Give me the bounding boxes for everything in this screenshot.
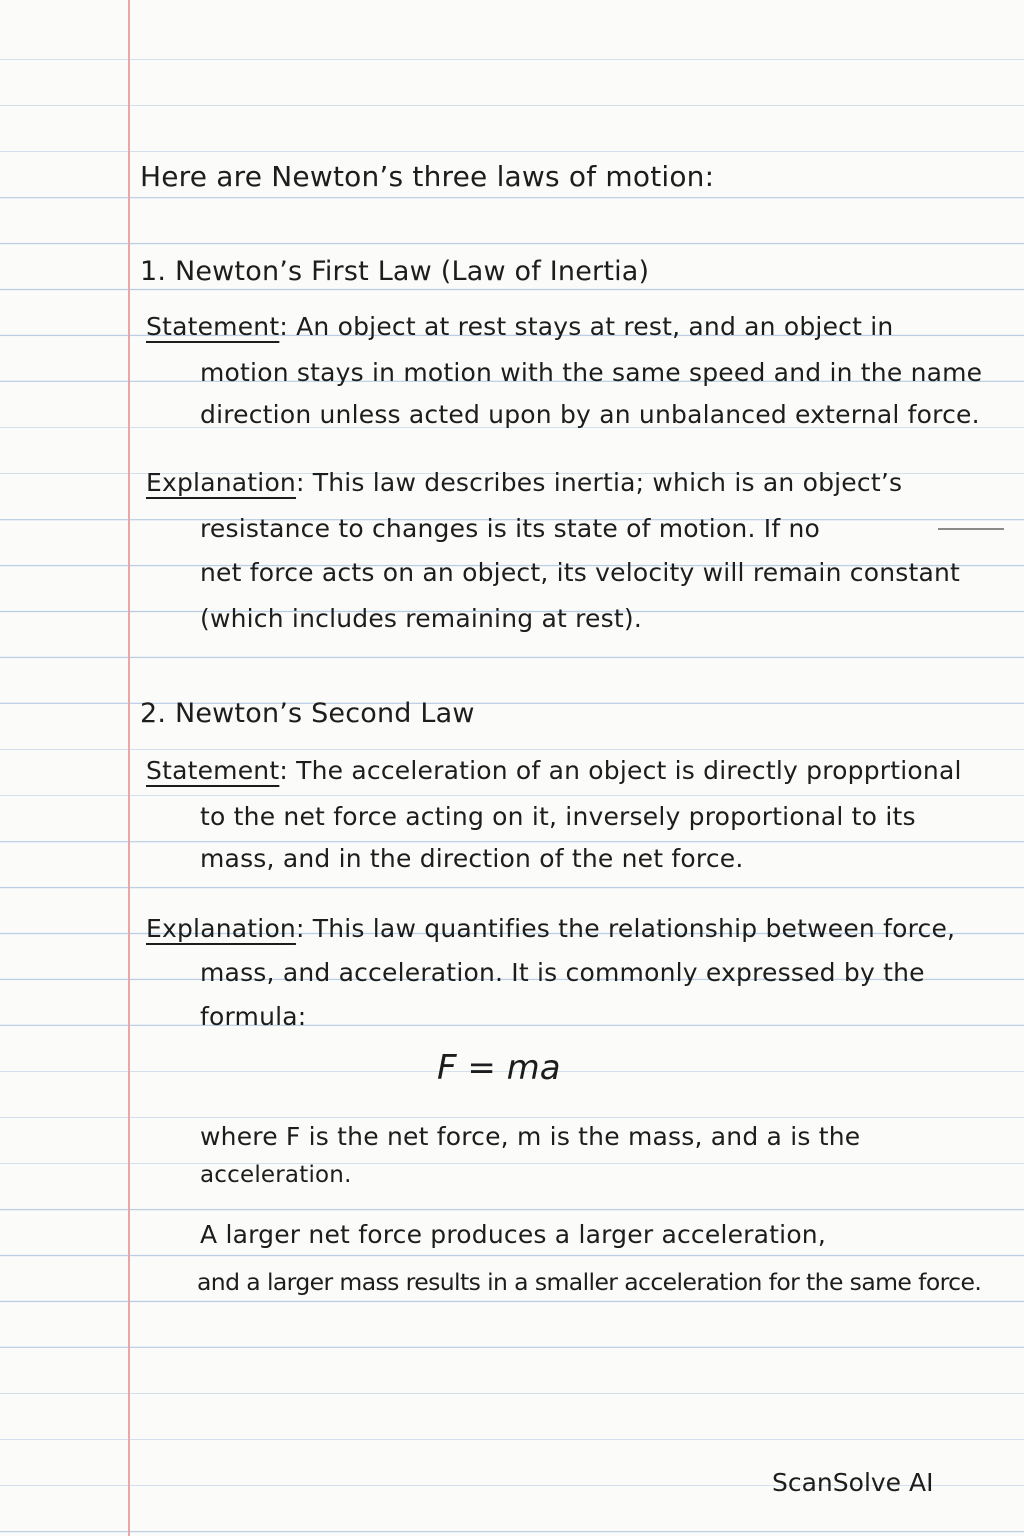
law1-explanation-line-3: net force acts on an object, its velocity will remain constant — [200, 558, 961, 587]
law2-explanation-text: : This law quantifies the relationship between force, — [295, 914, 956, 943]
law1-explanation-line-1 — [146, 468, 902, 497]
pen-stroke — [938, 528, 1004, 530]
law2-statement-line-3: mass, and in the direction of the net force. — [200, 844, 744, 873]
law2-statement-line-2: to the net force acting on it, inversely proportional to its — [200, 802, 916, 831]
law2-statement-line-1 — [146, 756, 962, 785]
law2-heading: 2. Newton’s Second Law — [140, 698, 475, 729]
law1-explanation-line-4: (which includes remaining at rest). — [200, 604, 642, 633]
law1-statement-line-2: motion stays in motion with the same speed and in the name — [200, 358, 983, 387]
law2-explanation-line-1 — [146, 914, 955, 943]
law1-statement-text: : An object at rest stays at rest, and an object in — [279, 312, 894, 341]
law1-explanation-line-2: resistance to changes is its state of motion. If no — [200, 514, 821, 543]
law1-explanation-label: Explanation — [146, 468, 296, 497]
law2-summary-line-2: and a larger mass results in a smaller acceleration for the same force. — [197, 1268, 982, 1296]
law1-explanation-text: : This law describes inertia; which is an object’s — [295, 468, 903, 497]
law2-explanation-label: Explanation — [146, 914, 296, 943]
law2-explanation-line-3: formula: — [200, 1002, 307, 1031]
law1-heading: 1. Newton’s First Law (Law of Inertia) — [140, 256, 650, 287]
formula: F = ma — [437, 1048, 561, 1088]
red-margin-line — [128, 0, 130, 1536]
law1-statement-line-1 — [146, 312, 893, 341]
law2-where-line-2: acceleration. — [200, 1162, 352, 1188]
law2-statement-label: Statement — [146, 756, 280, 785]
brand-watermark: ScanSolve AI — [772, 1468, 934, 1497]
law1-statement-line-3: direction unless acted upon by an unbalanced external force. — [200, 400, 980, 429]
law2-explanation-line-2: mass, and acceleration. It is commonly expressed by the — [200, 958, 925, 987]
law2-statement-text: : The acceleration of an object is directly propprtional — [279, 756, 962, 785]
law2-summary-line-1: A larger net force produces a larger acceleration, — [200, 1220, 827, 1249]
law1-statement-label: Statement — [146, 312, 280, 341]
law2-where-line-1: where F is the net force, m is the mass, and a is the — [200, 1122, 861, 1151]
intro-text: Here are Newton’s three laws of motion: — [140, 160, 715, 193]
